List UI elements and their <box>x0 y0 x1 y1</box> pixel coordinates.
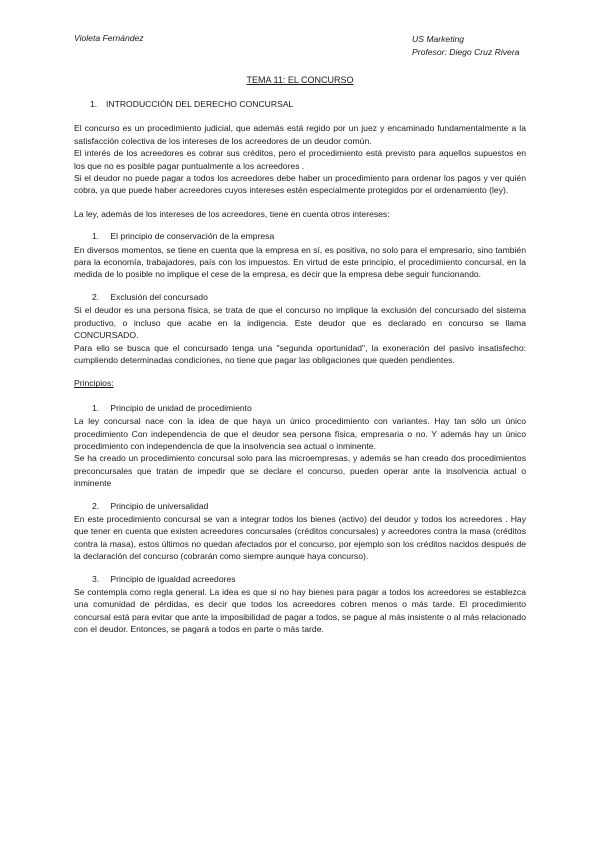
paragraph: Se ha creado un procedimiento concursal solo para las microempresas, y además se han creado dos procedimientos preconcursales que tratan de impedir que se declare el concurso, pueden operar ante la insolvencia actual o inminente <box>74 453 526 489</box>
header-author: Violeta Fernández <box>74 33 144 43</box>
section-title: INTRODUCCIÓN DEL DERECHO CONCURSAL <box>106 99 294 109</box>
section-number: 1. <box>90 99 98 109</box>
paragraph: La ley concursal nace con la idea de que haya un único procedimiento con variantes. Hay tan sólo un único procedimiento Con independencia de que el deudor sea persona física, empresaria o no. Y además hay un único procedimiento con independencia de que la insolvencia sea actual o inminente. <box>74 416 526 451</box>
document-body <box>74 98 526 636</box>
paragraph: Para ello se busca que el concursado tenga una "segunda oportunidad", la exoneración del pasivo insatisfecho: cumpliendo determinadas condiciones, no tiene que pagar las obligaciones que queden pendientes. <box>74 342 526 365</box>
subsection-heading <box>92 573 526 585</box>
paragraph: Si el deudor es una persona física, se trata de que el concurso no implique la exclusión del concursado del sistema productivo, o incluso que acabe en la indigencia. Este deudor que es declarado en concurso se llama CONCURSADO. <box>74 305 526 341</box>
subsection-title: El principio de conservación de la empresa <box>110 231 275 242</box>
header-professor: Profesor: Diego Cruz Rivera <box>412 47 520 57</box>
section-heading <box>90 98 526 110</box>
subsection-title: Principio de universalidad <box>110 500 209 511</box>
paragraph: En diversos momentos, se tiene en cuenta que la empresa en sí, es positiva, no solo para el empresario, sino también para la economía, trabajadores, país con los impuestos. En virtud de este principio, el procedimiento concursal, en la medida de lo posible no implique el cese de la empresa, es decir que la empresa debe seguir funcionando. <box>74 244 526 280</box>
subsection-heading <box>92 402 526 414</box>
subsection-title: Principio de unidad de procedimiento <box>110 402 252 413</box>
subsection-title: Exclusión del concursado <box>110 291 208 302</box>
subsection-title: Principio de igualdad acreedores <box>110 573 236 584</box>
subsection-number: 2. <box>92 500 100 511</box>
subsection-heading <box>92 291 526 303</box>
paragraph: El interés de los acreedores es cobrar sus créditos, pero el procedimiento está previsto para aquellos supuestos en los que no es posible pagar puntualmente a los acreedores . <box>74 148 526 171</box>
paragraph: Si el deudor no puede pagar a todos los acreedores debe haber un procedimiento para ordenar los pagos y ver quién cobra, ya que puede haber acreedores cuyos intereses estén especialmente protegidos por el ordenamiento (ley). <box>74 173 526 196</box>
paragraph: El concurso es un procedimiento judicial, que además está regido por un juez y encaminado fundamentalmente a la satisfacción colectiva de los intereses de los acreedores de un deudor común. <box>74 123 526 146</box>
header-course: US Marketing <box>412 34 465 44</box>
subsection-number: 1. <box>92 402 100 413</box>
paragraph: La ley, además de los intereses de los acreedores, tiene en cuenta otros intereses: <box>74 208 390 219</box>
paragraph: Se contempla como regla general. La idea es que si no hay bienes para pagar a todos los acreedores se establezca una comunidad de pérdidas, es decir que todos los acreedores cobren menos o más tarde. El procedimiento concursal está para evitar que ante la imposibilidad de pagar a todos, se pague al más insistente o al más relacionado con el deudor. Entonces, se pagará a todos en parte o más tarde. <box>74 587 526 635</box>
paragraph: En este procedimiento concursal se van a integrar todos los bienes (activo) del deudor y todos los acreedores . Hay que tener en cuenta que existen acreedores concursales (créditos concursales) y acreedores contra la masa (créditos contra la masa), estos últimos no quedan afectados por el concurso, por ejemplo son los créditos nacidos después de la declaración del concurso (cobrarán como siempre aunque haya concurso). <box>74 513 526 562</box>
subsection-heading <box>92 500 526 512</box>
header-right <box>412 33 519 59</box>
principles-label: Principios: <box>74 378 114 389</box>
subsection-number: 2. <box>92 291 100 302</box>
subsection-number: 1. <box>92 231 100 242</box>
document-title: TEMA 11: EL CONCURSO <box>246 75 354 85</box>
subsection-number: 3. <box>92 573 100 584</box>
subsection-heading <box>92 230 526 242</box>
